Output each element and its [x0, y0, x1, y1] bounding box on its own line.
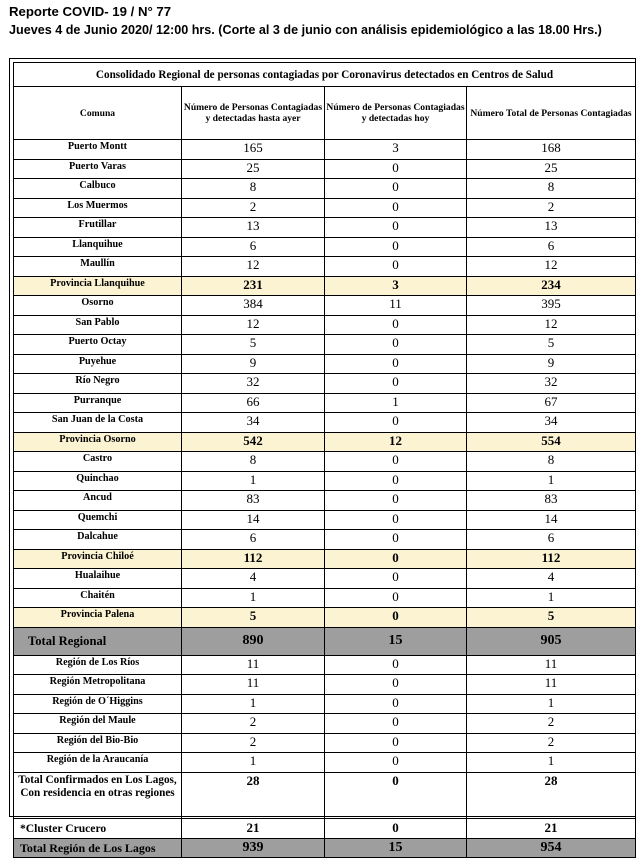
table-row: [14, 772, 636, 818]
row-total-cell: 12: [467, 315, 636, 335]
row-total-cell: 554: [467, 432, 636, 452]
column-header-today: Número de Personas Contagiadas y detectadas hoy: [325, 87, 467, 140]
row-total-cell: 12: [467, 257, 636, 277]
table-row: [14, 569, 636, 589]
row-total-cell: 2: [467, 198, 636, 218]
row-name-cell: Total Región de Los Lagos: [14, 838, 182, 857]
row-prev-cell: 11: [182, 675, 325, 695]
row-today-cell: 11: [325, 296, 467, 316]
report-title: Reporte COVID- 19 / N° 77: [9, 4, 172, 19]
row-prev-cell: 2: [182, 714, 325, 734]
report-subtitle: Jueves 4 de Junio 2020/ 12:00 hrs. (Corte al 3 de junio con análisis epidemiológico a las 18.00 Hrs.): [9, 23, 602, 37]
row-today-cell: 3: [325, 140, 467, 160]
row-total-cell: 4: [467, 569, 636, 589]
row-prev-cell: 165: [182, 140, 325, 160]
table-row: [14, 276, 636, 296]
row-today-cell: 1: [325, 393, 467, 413]
row-today-cell: 0: [325, 257, 467, 277]
row-total-cell: 954: [467, 838, 636, 857]
row-name-cell: Puerto Octay: [14, 335, 182, 355]
row-prev-cell: 28: [182, 772, 325, 818]
row-total-cell: 14: [467, 510, 636, 530]
row-today-cell: 0: [325, 159, 467, 179]
row-name-cell: San Juan de la Costa: [14, 413, 182, 433]
table-row: [14, 627, 636, 655]
row-name-cell: Dalcahue: [14, 530, 182, 550]
row-name-cell: Provincia Llanquihue: [14, 276, 182, 296]
row-prev-cell: 6: [182, 530, 325, 550]
row-prev-cell: 939: [182, 838, 325, 857]
row-name-cell: Quemchi: [14, 510, 182, 530]
row-name-cell: Región de Los Ríos: [14, 655, 182, 675]
table-row: [14, 179, 636, 199]
row-prev-cell: 66: [182, 393, 325, 413]
table-row: [14, 452, 636, 472]
row-total-cell: 28: [467, 772, 636, 818]
row-name-cell: Puerto Montt: [14, 140, 182, 160]
row-prev-cell: 2: [182, 733, 325, 753]
row-today-cell: 0: [325, 198, 467, 218]
row-prev-cell: 112: [182, 549, 325, 569]
table-row: [14, 374, 636, 394]
row-prev-cell: 542: [182, 432, 325, 452]
row-total-cell: 168: [467, 140, 636, 160]
table-row: [14, 159, 636, 179]
row-name-cell: Llanquihue: [14, 237, 182, 257]
row-today-cell: 12: [325, 432, 467, 452]
row-total-cell: 34: [467, 413, 636, 433]
row-today-cell: 0: [325, 510, 467, 530]
row-prev-cell: 83: [182, 491, 325, 511]
row-name-cell: Quinchao: [14, 471, 182, 491]
table-row: [14, 413, 636, 433]
column-header-comuna: Comuna: [14, 87, 182, 140]
row-prev-cell: 25: [182, 159, 325, 179]
table-row: [14, 237, 636, 257]
row-total-cell: 1: [467, 753, 636, 773]
row-prev-cell: 231: [182, 276, 325, 296]
row-prev-cell: 5: [182, 608, 325, 628]
row-prev-cell: 11: [182, 655, 325, 675]
row-total-cell: 905: [467, 627, 636, 655]
row-total-cell: 5: [467, 608, 636, 628]
column-header-prev: Número de Personas Contagiadas y detectadas hasta ayer: [182, 87, 325, 140]
row-prev-cell: 34: [182, 413, 325, 433]
row-prev-cell: 4: [182, 569, 325, 589]
table-row: [14, 198, 636, 218]
row-total-cell: 67: [467, 393, 636, 413]
row-today-cell: 0: [325, 569, 467, 589]
table-body: [14, 140, 636, 858]
table-row: [14, 694, 636, 714]
row-name-cell: Purranque: [14, 393, 182, 413]
table-row: [14, 140, 636, 160]
table-row: [14, 354, 636, 374]
row-name-cell: Provincia Osorno: [14, 432, 182, 452]
row-total-cell: 25: [467, 159, 636, 179]
table-row: [14, 335, 636, 355]
table-row: [14, 510, 636, 530]
row-total-cell: 11: [467, 655, 636, 675]
row-today-cell: 0: [325, 471, 467, 491]
row-total-cell: 11: [467, 675, 636, 695]
row-name-cell: Hualaihue: [14, 569, 182, 589]
cases-table: [13, 62, 636, 858]
row-name-cell: Región Metropolitana: [14, 675, 182, 695]
row-today-cell: 0: [325, 452, 467, 472]
row-name-cell: Total Regional: [14, 627, 182, 655]
row-today-cell: 0: [325, 413, 467, 433]
row-total-cell: 395: [467, 296, 636, 316]
row-name-cell: Región de O´Higgins: [14, 694, 182, 714]
row-prev-cell: 384: [182, 296, 325, 316]
row-total-cell: 9: [467, 354, 636, 374]
table-row: [14, 257, 636, 277]
table-row: [14, 549, 636, 569]
row-total-cell: 1: [467, 694, 636, 714]
row-today-cell: 0: [325, 772, 467, 818]
table-row: [14, 296, 636, 316]
row-today-cell: 15: [325, 627, 467, 655]
row-name-cell: Total Confirmados en Los Lagos, Con residencia en otras regiones: [14, 772, 182, 818]
table-row: [14, 675, 636, 695]
row-today-cell: 3: [325, 276, 467, 296]
row-total-cell: 83: [467, 491, 636, 511]
row-today-cell: 15: [325, 838, 467, 857]
row-prev-cell: 13: [182, 218, 325, 238]
row-total-cell: 13: [467, 218, 636, 238]
table-row: [14, 530, 636, 550]
row-prev-cell: 12: [182, 257, 325, 277]
row-total-cell: 2: [467, 733, 636, 753]
row-name-cell: Castro: [14, 452, 182, 472]
row-total-cell: 5: [467, 335, 636, 355]
row-name-cell: Maullín: [14, 257, 182, 277]
row-today-cell: 0: [325, 374, 467, 394]
row-today-cell: 0: [325, 694, 467, 714]
table-row: [14, 714, 636, 734]
row-today-cell: 0: [325, 179, 467, 199]
row-total-cell: 234: [467, 276, 636, 296]
row-name-cell: Puyehue: [14, 354, 182, 374]
table-row: [14, 588, 636, 608]
row-name-cell: Región de la Araucanía: [14, 753, 182, 773]
row-prev-cell: 1: [182, 471, 325, 491]
row-today-cell: 0: [325, 237, 467, 257]
row-name-cell: Calbuco: [14, 179, 182, 199]
table-row: [14, 218, 636, 238]
row-name-cell: San Pablo: [14, 315, 182, 335]
row-total-cell: 1: [467, 471, 636, 491]
table-row: [14, 655, 636, 675]
row-name-cell: Ancud: [14, 491, 182, 511]
row-today-cell: 0: [325, 714, 467, 734]
row-today-cell: 0: [325, 733, 467, 753]
row-prev-cell: 1: [182, 694, 325, 714]
row-prev-cell: 9: [182, 354, 325, 374]
row-today-cell: 0: [325, 588, 467, 608]
row-name-cell: Región del Maule: [14, 714, 182, 734]
row-today-cell: 0: [325, 818, 467, 838]
row-total-cell: 32: [467, 374, 636, 394]
row-name-cell: *Cluster Crucero: [14, 818, 182, 838]
row-total-cell: 8: [467, 452, 636, 472]
row-today-cell: 0: [325, 655, 467, 675]
row-name-cell: Los Muermos: [14, 198, 182, 218]
row-prev-cell: 2: [182, 198, 325, 218]
row-prev-cell: 21: [182, 818, 325, 838]
row-today-cell: 0: [325, 354, 467, 374]
row-name-cell: Provincia Palena: [14, 608, 182, 628]
row-prev-cell: 12: [182, 315, 325, 335]
column-header-total: Número Total de Personas Contagiadas: [467, 87, 636, 140]
table-row: [14, 432, 636, 452]
table-row: [14, 471, 636, 491]
table-row: [14, 753, 636, 773]
row-name-cell: Chaitén: [14, 588, 182, 608]
row-prev-cell: 14: [182, 510, 325, 530]
report-header: [9, 2, 634, 40]
row-prev-cell: 1: [182, 753, 325, 773]
row-total-cell: 112: [467, 549, 636, 569]
table-row: [14, 608, 636, 628]
row-prev-cell: 6: [182, 237, 325, 257]
row-prev-cell: 1: [182, 588, 325, 608]
row-today-cell: 0: [325, 218, 467, 238]
row-name-cell: Osorno: [14, 296, 182, 316]
row-prev-cell: 8: [182, 179, 325, 199]
row-prev-cell: 8: [182, 452, 325, 472]
table-row: [14, 393, 636, 413]
row-name-cell: Provincia Chiloé: [14, 549, 182, 569]
row-prev-cell: 32: [182, 374, 325, 394]
row-name-cell: Puerto Varas: [14, 159, 182, 179]
row-total-cell: 2: [467, 714, 636, 734]
table-row: [14, 733, 636, 753]
table-row: [14, 818, 636, 838]
table-row: [14, 315, 636, 335]
row-today-cell: 0: [325, 753, 467, 773]
row-today-cell: 0: [325, 549, 467, 569]
row-total-cell: 1: [467, 588, 636, 608]
row-today-cell: 0: [325, 608, 467, 628]
row-prev-cell: 5: [182, 335, 325, 355]
table-caption: Consolidado Regional de personas contagiadas por Coronavirus detectados en Centros de Salud: [14, 63, 636, 87]
row-total-cell: 21: [467, 818, 636, 838]
row-today-cell: 0: [325, 335, 467, 355]
row-today-cell: 0: [325, 315, 467, 335]
table-row: [14, 838, 636, 857]
row-today-cell: 0: [325, 491, 467, 511]
row-prev-cell: 890: [182, 627, 325, 655]
row-name-cell: Río Negro: [14, 374, 182, 394]
row-name-cell: Frutillar: [14, 218, 182, 238]
row-name-cell: Región del Bio-Bio: [14, 733, 182, 753]
row-total-cell: 8: [467, 179, 636, 199]
table-row: [14, 491, 636, 511]
row-today-cell: 0: [325, 675, 467, 695]
row-total-cell: 6: [467, 530, 636, 550]
row-today-cell: 0: [325, 530, 467, 550]
row-total-cell: 6: [467, 237, 636, 257]
